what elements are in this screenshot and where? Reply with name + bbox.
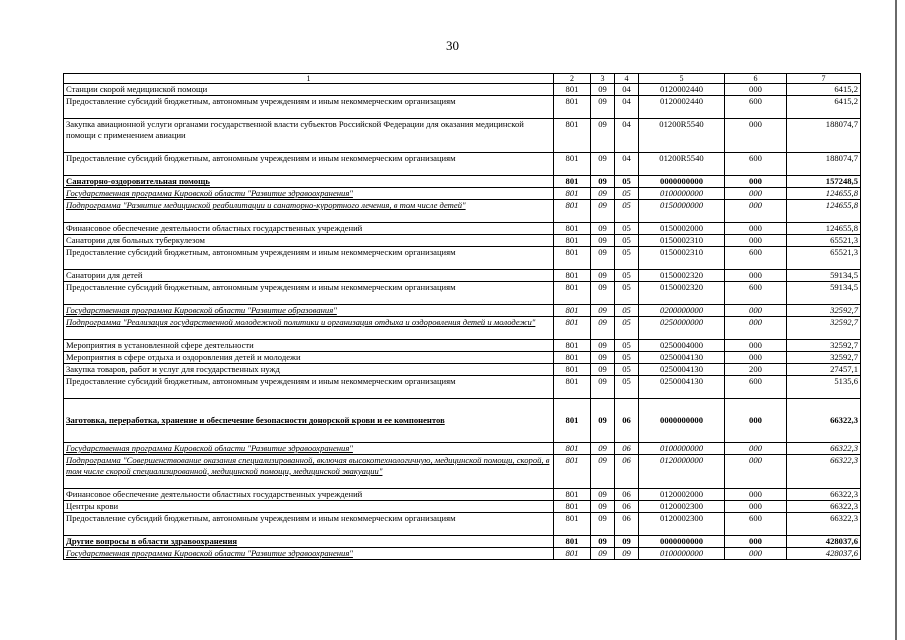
code-col-6: 000 xyxy=(725,340,787,352)
header-cell: 5 xyxy=(639,74,725,84)
row-name: Финансовое обеспечение деятельности областных государственных учреждений xyxy=(64,489,554,501)
amount: 66322,3 xyxy=(787,489,861,501)
amount: 27457,1 xyxy=(787,364,861,376)
row-name: Санаторно-оздоровительная помощь xyxy=(64,176,554,188)
row-name: Государственная программа Кировской области "Развитие образования" xyxy=(64,305,554,317)
code-col-5: 0120002440 xyxy=(639,96,725,119)
code-col-2: 801 xyxy=(554,176,591,188)
code-col-4: 05 xyxy=(615,317,639,340)
budget-table xyxy=(63,73,861,560)
code-col-4: 05 xyxy=(615,282,639,305)
code-col-6: 600 xyxy=(725,153,787,176)
code-col-2: 801 xyxy=(554,501,591,513)
code-col-3: 09 xyxy=(591,501,615,513)
amount: 66322,3 xyxy=(787,443,861,455)
amount: 124655,8 xyxy=(787,223,861,235)
table-row xyxy=(64,270,861,282)
code-col-5: 0150002320 xyxy=(639,270,725,282)
code-col-5: 0250000000 xyxy=(639,317,725,340)
row-name: Санатории для детей xyxy=(64,270,554,282)
code-col-3: 09 xyxy=(591,352,615,364)
code-col-2: 801 xyxy=(554,282,591,305)
code-col-2: 801 xyxy=(554,200,591,223)
code-col-5: 01200R5540 xyxy=(639,153,725,176)
code-col-5: 0120002440 xyxy=(639,84,725,96)
row-name: Подпрограмма "Совершенствование оказания специализированной, включая высокотехнологичную, медицинской помощи, скорой, в том числе скорой специализированной, медицинской помощи, медицинской эвакуации" xyxy=(64,455,554,489)
row-name: Заготовка, переработка, хранение и обеспечение безопасности донорской крови и ее компонентов xyxy=(64,399,554,443)
code-col-6: 000 xyxy=(725,443,787,455)
code-col-3: 09 xyxy=(591,270,615,282)
code-col-5: 0150002320 xyxy=(639,282,725,305)
code-col-6: 000 xyxy=(725,119,787,153)
code-col-4: 05 xyxy=(615,176,639,188)
code-col-4: 05 xyxy=(615,270,639,282)
row-name: Предоставление субсидий бюджетным, автономным учреждениям и иным некоммерческим организациям xyxy=(64,376,554,399)
code-col-4: 09 xyxy=(615,548,639,560)
code-col-2: 801 xyxy=(554,364,591,376)
amount: 188074,7 xyxy=(787,119,861,153)
code-col-2: 801 xyxy=(554,96,591,119)
code-col-4: 05 xyxy=(615,223,639,235)
table-row xyxy=(64,536,861,548)
code-col-4: 05 xyxy=(615,200,639,223)
code-col-5: 0250004000 xyxy=(639,340,725,352)
header-cell: 4 xyxy=(615,74,639,84)
code-col-6: 000 xyxy=(725,235,787,247)
code-col-5: 0000000000 xyxy=(639,399,725,443)
code-col-4: 05 xyxy=(615,364,639,376)
amount: 157248,5 xyxy=(787,176,861,188)
table-row xyxy=(64,223,861,235)
code-col-2: 801 xyxy=(554,305,591,317)
code-col-4: 05 xyxy=(615,247,639,270)
row-name: Станции скорой медицинской помощи xyxy=(64,84,554,96)
table-row xyxy=(64,247,861,270)
table-row xyxy=(64,455,861,489)
code-col-6: 000 xyxy=(725,305,787,317)
code-col-5: 0150002310 xyxy=(639,235,725,247)
code-col-5: 0150002310 xyxy=(639,247,725,270)
code-col-4: 04 xyxy=(615,96,639,119)
amount: 66322,3 xyxy=(787,513,861,536)
code-col-6: 000 xyxy=(725,536,787,548)
code-col-6: 600 xyxy=(725,376,787,399)
code-col-2: 801 xyxy=(554,84,591,96)
code-col-3: 09 xyxy=(591,96,615,119)
amount: 428037,6 xyxy=(787,548,861,560)
code-col-2: 801 xyxy=(554,376,591,399)
code-col-2: 801 xyxy=(554,536,591,548)
amount: 32592,7 xyxy=(787,317,861,340)
table-row xyxy=(64,176,861,188)
code-col-5: 0250004130 xyxy=(639,376,725,399)
code-col-6: 600 xyxy=(725,282,787,305)
table-row xyxy=(64,376,861,399)
row-name: Подпрограмма "Реализация государственной молодежной политики и организация отдыха и оздоровления детей и молодежи" xyxy=(64,317,554,340)
code-col-5: 0120002000 xyxy=(639,489,725,501)
amount: 32592,7 xyxy=(787,340,861,352)
code-col-4: 05 xyxy=(615,188,639,200)
row-name: Предоставление субсидий бюджетным, автономным учреждениям и иным некоммерческим организациям xyxy=(64,282,554,305)
code-col-4: 06 xyxy=(615,501,639,513)
code-col-6: 000 xyxy=(725,455,787,489)
code-col-5: 0120002300 xyxy=(639,501,725,513)
row-name: Финансовое обеспечение деятельности областных государственных учреждений xyxy=(64,223,554,235)
row-name: Мероприятия в установленной сфере деятельности xyxy=(64,340,554,352)
code-col-4: 04 xyxy=(615,84,639,96)
code-col-4: 05 xyxy=(615,376,639,399)
amount: 65521,3 xyxy=(787,247,861,270)
amount: 32592,7 xyxy=(787,305,861,317)
row-name: Предоставление субсидий бюджетным, автономным учреждениям и иным некоммерческим организациям xyxy=(64,513,554,536)
code-col-2: 801 xyxy=(554,513,591,536)
table-header-row xyxy=(64,74,861,84)
code-col-5: 0200000000 xyxy=(639,305,725,317)
table-row xyxy=(64,200,861,223)
code-col-2: 801 xyxy=(554,455,591,489)
amount: 188074,7 xyxy=(787,153,861,176)
code-col-2: 801 xyxy=(554,443,591,455)
table-row xyxy=(64,84,861,96)
header-cell: 7 xyxy=(787,74,861,84)
table-row xyxy=(64,119,861,153)
code-col-3: 09 xyxy=(591,200,615,223)
row-name: Другие вопросы в области здравоохранения xyxy=(64,536,554,548)
code-col-3: 09 xyxy=(591,119,615,153)
code-col-2: 801 xyxy=(554,399,591,443)
table-row xyxy=(64,282,861,305)
code-col-5: 0000000000 xyxy=(639,176,725,188)
code-col-3: 09 xyxy=(591,536,615,548)
code-col-5: 0250004130 xyxy=(639,364,725,376)
table-row xyxy=(64,317,861,340)
code-col-4: 06 xyxy=(615,489,639,501)
amount: 66322,3 xyxy=(787,399,861,443)
code-col-6: 000 xyxy=(725,200,787,223)
code-col-4: 05 xyxy=(615,352,639,364)
code-col-3: 09 xyxy=(591,455,615,489)
code-col-6: 000 xyxy=(725,352,787,364)
table-row xyxy=(64,513,861,536)
amount: 32592,7 xyxy=(787,352,861,364)
code-col-2: 801 xyxy=(554,119,591,153)
table-row xyxy=(64,501,861,513)
code-col-5: 0120002300 xyxy=(639,513,725,536)
code-col-6: 200 xyxy=(725,364,787,376)
amount: 65521,3 xyxy=(787,235,861,247)
code-col-2: 801 xyxy=(554,153,591,176)
amount: 66322,3 xyxy=(787,501,861,513)
row-name: Санатории для больных туберкулезом xyxy=(64,235,554,247)
code-col-5: 0150002000 xyxy=(639,223,725,235)
code-col-6: 000 xyxy=(725,489,787,501)
code-col-3: 09 xyxy=(591,84,615,96)
code-col-5: 0100000000 xyxy=(639,188,725,200)
row-name: Предоставление субсидий бюджетным, автономным учреждениям и иным некоммерческим организациям xyxy=(64,96,554,119)
code-col-6: 600 xyxy=(725,247,787,270)
amount: 6415,2 xyxy=(787,96,861,119)
code-col-3: 09 xyxy=(591,247,615,270)
table-row xyxy=(64,548,861,560)
code-col-3: 09 xyxy=(591,188,615,200)
code-col-6: 000 xyxy=(725,548,787,560)
code-col-6: 000 xyxy=(725,84,787,96)
amount: 6415,2 xyxy=(787,84,861,96)
row-name: Подпрограмма "Развитие медицинской реабилитации и санаторно-курортного лечения, в том числе детей" xyxy=(64,200,554,223)
code-col-5: 0120000000 xyxy=(639,455,725,489)
code-col-4: 06 xyxy=(615,455,639,489)
code-col-2: 801 xyxy=(554,270,591,282)
code-col-3: 09 xyxy=(591,153,615,176)
code-col-6: 000 xyxy=(725,270,787,282)
code-col-6: 600 xyxy=(725,513,787,536)
code-col-4: 04 xyxy=(615,153,639,176)
table-row xyxy=(64,489,861,501)
table-row xyxy=(64,235,861,247)
code-col-3: 09 xyxy=(591,176,615,188)
code-col-3: 09 xyxy=(591,489,615,501)
table-row xyxy=(64,399,861,443)
table-row xyxy=(64,96,861,119)
code-col-3: 09 xyxy=(591,305,615,317)
code-col-2: 801 xyxy=(554,188,591,200)
code-col-2: 801 xyxy=(554,247,591,270)
row-name: Государственная программа Кировской области "Развитие здравоохранения" xyxy=(64,548,554,560)
code-col-2: 801 xyxy=(554,548,591,560)
code-col-3: 09 xyxy=(591,282,615,305)
code-col-4: 04 xyxy=(615,119,639,153)
header-cell: 1 xyxy=(64,74,554,84)
code-col-5: 0100000000 xyxy=(639,548,725,560)
row-name: Государственная программа Кировской области "Развитие здравоохранения" xyxy=(64,443,554,455)
amount: 124655,8 xyxy=(787,200,861,223)
table-row xyxy=(64,352,861,364)
code-col-3: 09 xyxy=(591,513,615,536)
table-row xyxy=(64,188,861,200)
code-col-2: 801 xyxy=(554,235,591,247)
amount: 5135,6 xyxy=(787,376,861,399)
code-col-5: 0100000000 xyxy=(639,443,725,455)
code-col-3: 09 xyxy=(591,443,615,455)
header-cell: 3 xyxy=(591,74,615,84)
code-col-5: 0150000000 xyxy=(639,200,725,223)
code-col-6: 000 xyxy=(725,399,787,443)
table-row xyxy=(64,364,861,376)
row-name: Мероприятия в сфере отдыха и оздоровления детей и молодежи xyxy=(64,352,554,364)
code-col-4: 05 xyxy=(615,235,639,247)
code-col-2: 801 xyxy=(554,340,591,352)
code-col-6: 000 xyxy=(725,501,787,513)
code-col-2: 801 xyxy=(554,489,591,501)
code-col-6: 000 xyxy=(725,223,787,235)
amount: 66322,3 xyxy=(787,455,861,489)
code-col-2: 801 xyxy=(554,317,591,340)
page-edge-rule xyxy=(895,0,897,640)
amount: 124655,8 xyxy=(787,188,861,200)
code-col-4: 06 xyxy=(615,443,639,455)
code-col-3: 09 xyxy=(591,548,615,560)
row-name: Центры крови xyxy=(64,501,554,513)
code-col-3: 09 xyxy=(591,235,615,247)
table-row xyxy=(64,153,861,176)
code-col-3: 09 xyxy=(591,364,615,376)
page-number: 30 xyxy=(446,38,459,53)
code-col-6: 000 xyxy=(725,317,787,340)
row-name: Закупка товаров, работ и услуг для государственных нужд xyxy=(64,364,554,376)
code-col-4: 05 xyxy=(615,340,639,352)
code-col-4: 06 xyxy=(615,399,639,443)
row-name: Государственная программа Кировской области "Развитие здравоохранения" xyxy=(64,188,554,200)
code-col-3: 09 xyxy=(591,223,615,235)
table-row xyxy=(64,305,861,317)
code-col-4: 09 xyxy=(615,536,639,548)
code-col-3: 09 xyxy=(591,317,615,340)
code-col-5: 0000000000 xyxy=(639,536,725,548)
row-name: Предоставление субсидий бюджетным, автономным учреждениям и иным некоммерческим организациям xyxy=(64,153,554,176)
code-col-6: 000 xyxy=(725,176,787,188)
table-row xyxy=(64,443,861,455)
code-col-3: 09 xyxy=(591,376,615,399)
amount: 428037,6 xyxy=(787,536,861,548)
code-col-4: 06 xyxy=(615,513,639,536)
code-col-2: 801 xyxy=(554,352,591,364)
row-name: Предоставление субсидий бюджетным, автономным учреждениям и иным некоммерческим организациям xyxy=(64,247,554,270)
code-col-3: 09 xyxy=(591,399,615,443)
code-col-3: 09 xyxy=(591,340,615,352)
header-cell: 6 xyxy=(725,74,787,84)
code-col-6: 600 xyxy=(725,96,787,119)
code-col-2: 801 xyxy=(554,223,591,235)
header-cell: 2 xyxy=(554,74,591,84)
amount: 59134,5 xyxy=(787,270,861,282)
table-row xyxy=(64,340,861,352)
amount: 59134,5 xyxy=(787,282,861,305)
code-col-5: 0250004130 xyxy=(639,352,725,364)
code-col-6: 000 xyxy=(725,188,787,200)
row-name: Закупка авиационной услуги органами государственной власти субъектов Российской Федерации для оказания медицинской помощи с применением авиации xyxy=(64,119,554,153)
code-col-5: 01200R5540 xyxy=(639,119,725,153)
code-col-4: 05 xyxy=(615,305,639,317)
